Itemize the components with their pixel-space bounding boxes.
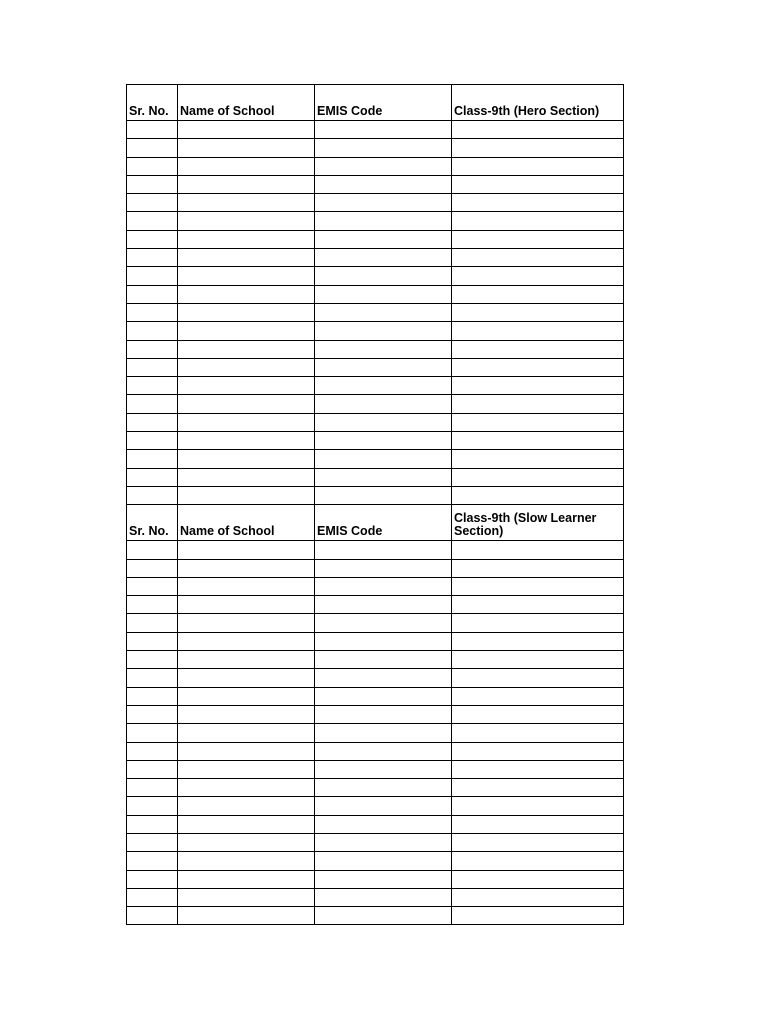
cell-sr-no[interactable]: [127, 870, 178, 888]
cell-school-name[interactable]: [178, 779, 315, 797]
cell-class[interactable]: [452, 230, 624, 248]
cell-sr-no[interactable]: [127, 888, 178, 906]
cell-school-name[interactable]: [178, 651, 315, 669]
cell-sr-no[interactable]: [127, 249, 178, 267]
cell-emis-code[interactable]: [315, 614, 452, 632]
school-table: [126, 84, 624, 925]
table-row: [127, 303, 624, 321]
cell-class[interactable]: [452, 194, 624, 212]
cell-class[interactable]: [452, 669, 624, 687]
cell-school-name[interactable]: [178, 303, 315, 321]
table-row: [127, 632, 624, 650]
cell-emis-code[interactable]: [315, 651, 452, 669]
cell-sr-no[interactable]: [127, 285, 178, 303]
table-row: [127, 230, 624, 248]
cell-sr-no[interactable]: [127, 486, 178, 504]
cell-emis-code[interactable]: [315, 559, 452, 577]
cell-sr-no[interactable]: [127, 468, 178, 486]
cell-emis-code[interactable]: [315, 322, 452, 340]
cell-emis-code[interactable]: [315, 907, 452, 925]
cell-emis-code[interactable]: [315, 285, 452, 303]
table-body: [127, 85, 624, 925]
cell-school-name[interactable]: [178, 724, 315, 742]
cell-school-name[interactable]: [178, 687, 315, 705]
table-row: [127, 705, 624, 723]
cell-school-name[interactable]: [178, 450, 315, 468]
cell-emis-code[interactable]: [315, 760, 452, 778]
cell-school-name[interactable]: [178, 833, 315, 851]
cell-school-name[interactable]: [178, 852, 315, 870]
cell-class[interactable]: [452, 285, 624, 303]
cell-sr-no[interactable]: [127, 139, 178, 157]
cell-school-name[interactable]: [178, 340, 315, 358]
cell-school-name[interactable]: [178, 742, 315, 760]
cell-emis-code[interactable]: [315, 450, 452, 468]
cell-emis-code[interactable]: [315, 267, 452, 285]
cell-class[interactable]: [452, 395, 624, 413]
table-row: [127, 468, 624, 486]
table-row: [127, 559, 624, 577]
cell-emis-code[interactable]: [315, 742, 452, 760]
header-sr-no: Sr. No.: [127, 505, 178, 541]
cell-school-name[interactable]: [178, 267, 315, 285]
cell-sr-no[interactable]: [127, 303, 178, 321]
cell-sr-no[interactable]: [127, 340, 178, 358]
table-row: [127, 541, 624, 559]
cell-school-name[interactable]: [178, 705, 315, 723]
cell-emis-code[interactable]: [315, 230, 452, 248]
cell-sr-no[interactable]: [127, 541, 178, 559]
cell-school-name[interactable]: [178, 614, 315, 632]
cell-emis-code[interactable]: [315, 139, 452, 157]
cell-class[interactable]: [452, 139, 624, 157]
table-row: [127, 157, 624, 175]
cell-class[interactable]: [452, 559, 624, 577]
header-school-name: Name of School: [178, 505, 315, 541]
cell-sr-no[interactable]: [127, 432, 178, 450]
cell-sr-no[interactable]: [127, 815, 178, 833]
cell-emis-code[interactable]: [315, 870, 452, 888]
table-row: [127, 249, 624, 267]
cell-class[interactable]: [452, 596, 624, 614]
cell-class[interactable]: [452, 852, 624, 870]
cell-emis-code[interactable]: [315, 669, 452, 687]
table-row: [127, 377, 624, 395]
cell-school-name[interactable]: [178, 815, 315, 833]
cell-school-name[interactable]: [178, 468, 315, 486]
cell-sr-no[interactable]: [127, 705, 178, 723]
table-row: [127, 815, 624, 833]
cell-emis-code[interactable]: [315, 687, 452, 705]
cell-sr-no[interactable]: [127, 833, 178, 851]
cell-school-name[interactable]: [178, 212, 315, 230]
cell-sr-no[interactable]: [127, 577, 178, 595]
cell-school-name[interactable]: [178, 907, 315, 925]
cell-school-name[interactable]: [178, 432, 315, 450]
cell-sr-no[interactable]: [127, 175, 178, 193]
cell-class[interactable]: [452, 724, 624, 742]
cell-class[interactable]: [452, 614, 624, 632]
table-row: [127, 175, 624, 193]
cell-class[interactable]: [452, 797, 624, 815]
cell-school-name[interactable]: [178, 358, 315, 376]
cell-class[interactable]: [452, 303, 624, 321]
cell-emis-code[interactable]: [315, 797, 452, 815]
cell-emis-code[interactable]: [315, 194, 452, 212]
section-2-header-row: [127, 505, 624, 541]
cell-school-name[interactable]: [178, 797, 315, 815]
cell-school-name[interactable]: [178, 157, 315, 175]
cell-class[interactable]: [452, 632, 624, 650]
cell-sr-no[interactable]: [127, 413, 178, 431]
cell-school-name[interactable]: [178, 486, 315, 504]
cell-class[interactable]: [452, 760, 624, 778]
cell-emis-code[interactable]: [315, 340, 452, 358]
table-row: [127, 121, 624, 139]
cell-emis-code[interactable]: [315, 303, 452, 321]
cell-emis-code[interactable]: [315, 596, 452, 614]
cell-sr-no[interactable]: [127, 742, 178, 760]
cell-class[interactable]: [452, 450, 624, 468]
cell-class[interactable]: [452, 577, 624, 595]
cell-emis-code[interactable]: [315, 358, 452, 376]
cell-class[interactable]: [452, 687, 624, 705]
cell-class[interactable]: [452, 340, 624, 358]
cell-emis-code[interactable]: [315, 432, 452, 450]
table-row: [127, 139, 624, 157]
table-row: [127, 833, 624, 851]
cell-emis-code[interactable]: [315, 249, 452, 267]
header-emis-code: EMIS Code: [315, 85, 452, 121]
cell-sr-no[interactable]: [127, 450, 178, 468]
table-row: [127, 340, 624, 358]
table-row: [127, 651, 624, 669]
cell-sr-no[interactable]: [127, 632, 178, 650]
cell-sr-no[interactable]: [127, 157, 178, 175]
cell-emis-code[interactable]: [315, 724, 452, 742]
cell-school-name[interactable]: [178, 175, 315, 193]
cell-class[interactable]: [452, 175, 624, 193]
cell-school-name[interactable]: [178, 760, 315, 778]
cell-sr-no[interactable]: [127, 559, 178, 577]
cell-school-name[interactable]: [178, 395, 315, 413]
cell-class[interactable]: [452, 651, 624, 669]
table-row: [127, 395, 624, 413]
cell-class[interactable]: [452, 705, 624, 723]
cell-emis-code[interactable]: [315, 705, 452, 723]
table-row: [127, 194, 624, 212]
cell-class[interactable]: [452, 833, 624, 851]
cell-school-name[interactable]: [178, 121, 315, 139]
cell-class[interactable]: [452, 432, 624, 450]
cell-emis-code[interactable]: [315, 541, 452, 559]
cell-sr-no[interactable]: [127, 669, 178, 687]
table-row: [127, 358, 624, 376]
cell-class[interactable]: [452, 907, 624, 925]
table-row: [127, 577, 624, 595]
cell-class[interactable]: [452, 888, 624, 906]
header-emis-code: EMIS Code: [315, 505, 452, 541]
table-row: [127, 486, 624, 504]
table-row: [127, 760, 624, 778]
table-row: [127, 797, 624, 815]
cell-emis-code[interactable]: [315, 395, 452, 413]
cell-emis-code[interactable]: [315, 486, 452, 504]
table-row: [127, 267, 624, 285]
cell-sr-no[interactable]: [127, 212, 178, 230]
cell-emis-code[interactable]: [315, 157, 452, 175]
table-row: [127, 870, 624, 888]
table-row: [127, 742, 624, 760]
cell-class[interactable]: [452, 779, 624, 797]
cell-school-name[interactable]: [178, 194, 315, 212]
cell-emis-code[interactable]: [315, 175, 452, 193]
cell-school-name[interactable]: [178, 632, 315, 650]
cell-school-name[interactable]: [178, 541, 315, 559]
cell-class[interactable]: [452, 377, 624, 395]
cell-emis-code[interactable]: [315, 852, 452, 870]
table-row: [127, 432, 624, 450]
cell-class[interactable]: [452, 541, 624, 559]
section-1-header-row: [127, 85, 624, 121]
cell-class[interactable]: [452, 413, 624, 431]
cell-school-name[interactable]: [178, 249, 315, 267]
cell-sr-no[interactable]: [127, 358, 178, 376]
table-row: [127, 285, 624, 303]
cell-class[interactable]: [452, 157, 624, 175]
cell-class[interactable]: [452, 212, 624, 230]
table-row: [127, 779, 624, 797]
table-row: [127, 687, 624, 705]
cell-emis-code[interactable]: [315, 815, 452, 833]
cell-class[interactable]: [452, 815, 624, 833]
cell-emis-code[interactable]: [315, 833, 452, 851]
table-row: [127, 322, 624, 340]
cell-sr-no[interactable]: [127, 852, 178, 870]
cell-class[interactable]: [452, 322, 624, 340]
header-sr-no: Sr. No.: [127, 85, 178, 121]
cell-emis-code[interactable]: [315, 632, 452, 650]
header-class: Class-9th (Slow Learner Section): [452, 505, 624, 541]
cell-school-name[interactable]: [178, 888, 315, 906]
cell-school-name[interactable]: [178, 322, 315, 340]
cell-sr-no[interactable]: [127, 377, 178, 395]
cell-school-name[interactable]: [178, 559, 315, 577]
cell-sr-no[interactable]: [127, 760, 178, 778]
cell-sr-no[interactable]: [127, 596, 178, 614]
cell-sr-no[interactable]: [127, 194, 178, 212]
cell-school-name[interactable]: [178, 230, 315, 248]
cell-sr-no[interactable]: [127, 395, 178, 413]
cell-sr-no[interactable]: [127, 779, 178, 797]
table-row: [127, 724, 624, 742]
cell-class[interactable]: [452, 358, 624, 376]
cell-sr-no[interactable]: [127, 724, 178, 742]
cell-school-name[interactable]: [178, 870, 315, 888]
cell-sr-no[interactable]: [127, 651, 178, 669]
cell-sr-no[interactable]: [127, 687, 178, 705]
cell-emis-code[interactable]: [315, 468, 452, 486]
header-class: Class-9th (Hero Section): [452, 85, 624, 121]
cell-class[interactable]: [452, 742, 624, 760]
cell-school-name[interactable]: [178, 413, 315, 431]
table-row: [127, 614, 624, 632]
table-row: [127, 212, 624, 230]
cell-emis-code[interactable]: [315, 577, 452, 595]
cell-sr-no[interactable]: [127, 230, 178, 248]
cell-emis-code[interactable]: [315, 212, 452, 230]
cell-sr-no[interactable]: [127, 907, 178, 925]
cell-class[interactable]: [452, 121, 624, 139]
cell-emis-code[interactable]: [315, 377, 452, 395]
table-row: [127, 907, 624, 925]
cell-sr-no[interactable]: [127, 797, 178, 815]
cell-school-name[interactable]: [178, 285, 315, 303]
table-row: [127, 852, 624, 870]
cell-sr-no[interactable]: [127, 614, 178, 632]
cell-sr-no[interactable]: [127, 322, 178, 340]
cell-class[interactable]: [452, 486, 624, 504]
cell-school-name[interactable]: [178, 577, 315, 595]
sheet: [126, 84, 623, 925]
cell-school-name[interactable]: [178, 669, 315, 687]
cell-emis-code[interactable]: [315, 413, 452, 431]
cell-sr-no[interactable]: [127, 267, 178, 285]
cell-class[interactable]: [452, 249, 624, 267]
cell-emis-code[interactable]: [315, 121, 452, 139]
cell-emis-code[interactable]: [315, 888, 452, 906]
table-row: [127, 888, 624, 906]
table-row: [127, 450, 624, 468]
cell-sr-no[interactable]: [127, 121, 178, 139]
header-school-name: Name of School: [178, 85, 315, 121]
cell-emis-code[interactable]: [315, 779, 452, 797]
cell-class[interactable]: [452, 870, 624, 888]
table-row: [127, 413, 624, 431]
table-row: [127, 596, 624, 614]
cell-school-name[interactable]: [178, 596, 315, 614]
cell-class[interactable]: [452, 468, 624, 486]
cell-school-name[interactable]: [178, 377, 315, 395]
cell-class[interactable]: [452, 267, 624, 285]
table-row: [127, 669, 624, 687]
cell-school-name[interactable]: [178, 139, 315, 157]
